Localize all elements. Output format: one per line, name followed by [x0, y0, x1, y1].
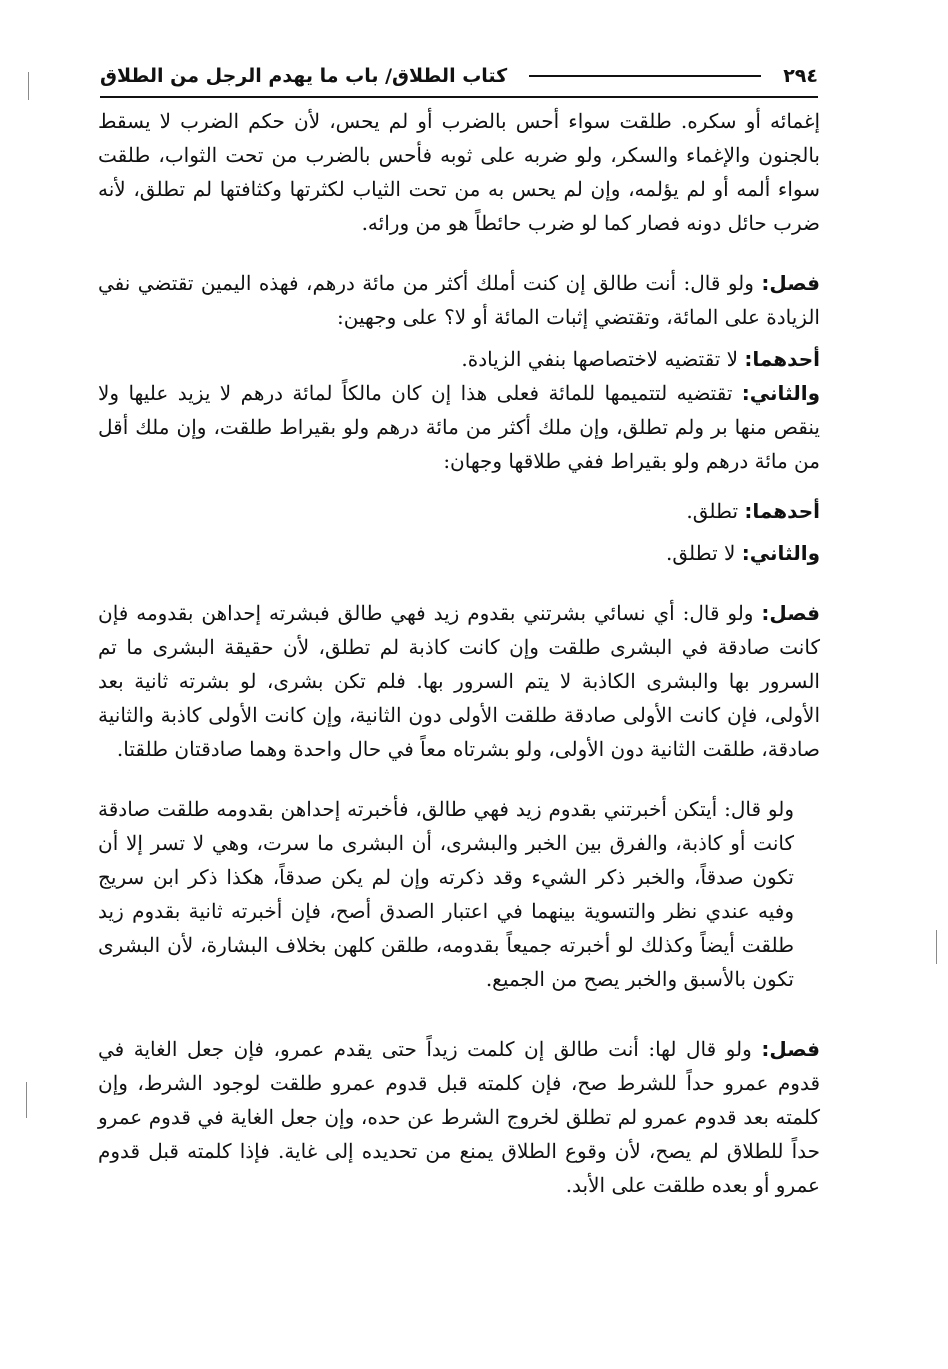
sub-opinion-first	[98, 494, 820, 528]
section-text: ولو قال: أي نسائي بشرتني بقدوم زيد فهي طالق فبشرته إحداهن بقدومه فإن كانت صادقة في البشرى طلقت وإن كانت كاذبة لم تطلق، لأن حقيقة البشرى ما تم السرور بها والبشرى الكاذبة لا يتم السرور بها. فلم تكن بشرى، لو بشرته ثانية بعد الأولى، فإن كانت الأولى صادقة طلقت الأولى دون الثانية، وإن كانت الأولى كاذبة والثانية صادقة، طلقت الثانية دون الأولى، ولو بشرتاه معاً في حال واحدة وهما صادقتان طلقتا.	[98, 601, 820, 761]
margin-mark	[28, 72, 29, 100]
section-label: فصل:	[761, 601, 820, 625]
section-fasl-2	[98, 596, 820, 766]
running-title: كتاب الطلاق/ باب ما يهدم الرجل من الطلاق	[100, 65, 508, 87]
margin-mark	[936, 930, 937, 964]
running-header	[100, 56, 818, 98]
margin-mark	[26, 1082, 27, 1118]
opinion-label: أحدهما:	[744, 347, 820, 371]
opinion-second	[98, 376, 820, 478]
opinion-text: لا تطلق.	[666, 541, 736, 565]
section-label: فصل:	[761, 1037, 820, 1061]
opinion-label: أحدهما:	[744, 499, 820, 523]
opinion-label: والثاني:	[741, 381, 821, 405]
opinion-label: والثاني:	[741, 541, 820, 565]
paragraph-continuation: إغمائه أو سكره. طلقت سواء أحس بالضرب أو لم يحس، لأن حكم الضرب لا يسقط بالجنون والإغماء والسكر، ولو ضربه على ثوبه فأحس بالضرب من تحت الثواب، طلقت سواء ألمه أو لم يؤلمه، وإن لم يحس به من تحت الثياب لكثرتها وكثافتها لم تطلق، لأنه ضرب حائل دونه فصار كما لو ضرب حائطاً هو من ورائه.	[98, 109, 820, 235]
sub-opinion-second	[98, 536, 820, 570]
section-fasl-1	[98, 266, 820, 334]
section-text: ولو قال: أنت طالق إن كنت أملك أكثر من مائة درهم، فهذه اليمين تقتضي نفي الزيادة على المائة، وتقتضي إثبات المائة أو لا؟ على وجهين:	[98, 271, 820, 329]
section-label: فصل:	[761, 271, 821, 295]
header-rule	[529, 75, 761, 77]
opinion-text: لا تقتضيه لاختصاصها بنفي الزيادة.	[461, 347, 739, 371]
page-number: ٢٩٤	[783, 65, 818, 87]
paragraph-khabar: ولو قال: أيتكن أخبرتني بقدوم زيد فهي طالق، فأخبرته إحداهن بقدومه طلقت صادقة كانت أو كاذبة، والفرق بين الخبر والبشرى، أن البشرى ما سرت، وهي لا تسر إلا أن تكون صدقاً، والخبر ذكر الشيء وقد ذكرته وإن لم يكن صدقاً، هكذا ذكر ابن سريج وفيه عندي نظر والتسوية بينهما في اعتبار الصدق أصح، فإن أخبرته ثانية بقدوم زيد طلقت أيضاً وكذلك لو أخبرته جميعاً بقدومه، طلقن كلهن بخلاف البشارة، لأن البشرى تكون بالأسبق والخبر يصح من الجميع.	[98, 797, 795, 991]
section-fasl-3	[98, 1032, 820, 1202]
opinion-text: تقتضيه لتتميمها للمائة فعلى هذا إن كان مالكاً لمائة درهم لا يزيد عليها ولا ينقص منها بر ولم تطلق، وإن ملك أكثر من مائة درهم ولو بقيراط طلقت، وإن ملك أقل من مائة درهم ولو بقيراط ففي طلاقها وجهان:	[98, 381, 820, 473]
opinion-text: تطلق.	[686, 499, 739, 523]
opinion-first	[98, 342, 820, 376]
section-text: ولو قال لها: أنت طالق إن كلمت زيداً حتى يقدم عمرو، فإن جعل الغاية في قدوم عمرو حداً للشرط صح، فإن كلمته قبل قدوم عمرو طلقت لوجود الشرط، وإن كلمته بعد قدوم عمرو لم تطلق لخروج الشرط عن حده، وإن جعل الغاية في قدوم عمرو حداً للطلاق لم يصح، لأن وقوع الطلاق يمنع من تحديده إلى غاية. فإذا كلمته قبل قدوم عمرو أو بعده طلقت على الأبد.	[98, 1037, 820, 1197]
page-body	[98, 104, 820, 1202]
